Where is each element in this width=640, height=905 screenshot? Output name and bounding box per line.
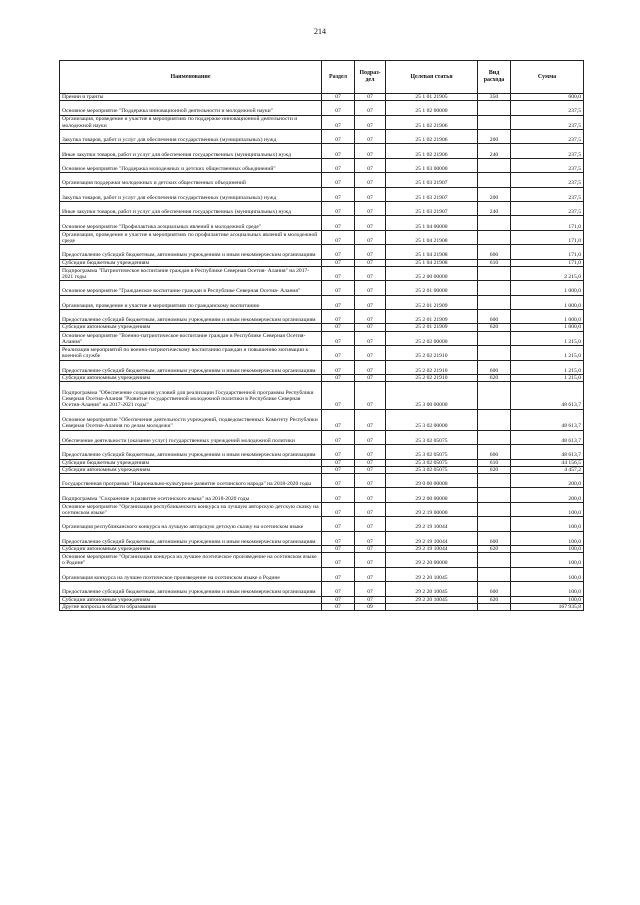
row-target-cell: 25 1 04 21908	[386, 230, 478, 244]
row-type-cell	[478, 216, 511, 230]
row-amount-cell: 167 935,8	[511, 603, 584, 610]
row-target-cell: 29 2 19 10044	[386, 517, 478, 531]
row-subsection-cell: 07	[355, 94, 386, 101]
row-amount-cell: 100,0	[511, 567, 584, 581]
row-type-cell	[478, 430, 511, 444]
row-subsection-cell: 07	[355, 567, 386, 581]
row-section-cell: 07	[322, 502, 355, 516]
row-name-cell: Основное мероприятие "Поддержка инновационной деятельности и молодежной науки"	[60, 101, 322, 115]
row-subsection-cell: 07	[355, 409, 386, 430]
row-subsection-cell: 07	[355, 144, 386, 158]
row-type-cell: 600	[478, 360, 511, 374]
row-type-cell	[478, 474, 511, 488]
row-name-cell: Основное мероприятие "Поддержка молодежных и детских общественных объединений"	[60, 158, 322, 172]
row-subsection-cell: 07	[355, 230, 386, 244]
header-subsection: Подраз- дел	[355, 61, 386, 94]
row-amount-cell: 1 215,0	[511, 374, 584, 381]
row-amount-cell: 100,0	[511, 596, 584, 603]
row-type-cell	[478, 382, 511, 410]
row-subsection-cell: 07	[355, 281, 386, 295]
row-section-cell: 07	[322, 382, 355, 410]
row-type-cell	[478, 281, 511, 295]
row-name-cell: Организация республиканского конкурса на лучшую авторскую детскую сказку на осетинском языке	[60, 517, 322, 531]
row-section-cell: 07	[322, 187, 355, 201]
row-name-cell: Закупка товаров, работ и услуг для обеспечения государственных (муниципальных) нужд	[60, 187, 322, 201]
row-subsection-cell: 07	[355, 324, 386, 331]
table-row	[60, 310, 584, 324]
table-row	[60, 130, 584, 144]
row-type-cell: 350	[478, 94, 511, 101]
row-name-cell: Подпрограмма "Сохранение и развитие осетинского языка" на 2018-2020 годы	[60, 488, 322, 502]
row-type-cell: 200	[478, 187, 511, 201]
row-name-cell: Предоставление субсидий бюджетным, автономным учреждениям и иным некоммерческим организациям	[60, 310, 322, 324]
row-target-cell: 29 2 20 10045	[386, 567, 478, 581]
row-name-cell: Организация, проведение и участие в мероприятиях по поддержке инновационной деятельности и молодежной науки	[60, 115, 322, 129]
table-row	[60, 360, 584, 374]
row-subsection-cell: 07	[355, 101, 386, 115]
row-amount-cell: 171,0	[511, 216, 584, 230]
row-section-cell: 07	[322, 295, 355, 309]
table-row	[60, 474, 584, 488]
table-row	[60, 466, 584, 473]
row-section-cell: 07	[322, 115, 355, 129]
row-target-cell: 25 1 03 21907	[386, 187, 478, 201]
row-section-cell: 07	[322, 459, 355, 466]
row-name-cell: Подпрограмма "Обеспечение создания условий для реализации Государственной программы Республики Северная Осетия-Алания "Развитие государственной молодежной политики в Республике Северная Осетия-Алания" на 2017-2021 годы"	[60, 382, 322, 410]
row-section-cell: 07	[322, 466, 355, 473]
row-name-cell: Субсидии автономным учреждениям	[60, 324, 322, 331]
table-row	[60, 374, 584, 381]
row-section-cell: 07	[322, 230, 355, 244]
row-section-cell: 07	[322, 94, 355, 101]
row-amount-cell: 171,0	[511, 259, 584, 266]
row-type-cell: 600	[478, 531, 511, 545]
row-target-cell: 25 2 01 21909	[386, 295, 478, 309]
row-type-cell	[478, 488, 511, 502]
row-subsection-cell: 07	[355, 382, 386, 410]
header-name: Наименование	[60, 61, 322, 94]
row-type-cell	[478, 295, 511, 309]
table-row	[60, 488, 584, 502]
row-target-cell: 29 2 19 00000	[386, 502, 478, 516]
row-target-cell: 25 3 02 05075	[386, 445, 478, 459]
row-target-cell	[386, 603, 478, 610]
table-row	[60, 324, 584, 331]
row-subsection-cell: 07	[355, 531, 386, 545]
row-subsection-cell: 07	[355, 259, 386, 266]
row-target-cell: 25 1 03 21907	[386, 173, 478, 187]
row-amount-cell: 237,5	[511, 101, 584, 115]
row-target-cell: 25 2 01 21909	[386, 324, 478, 331]
row-amount-cell: 2 215,0	[511, 266, 584, 280]
row-subsection-cell: 07	[355, 245, 386, 259]
row-name-cell: Предоставление субсидий бюджетным, автономным учреждениям и иным некоммерческим организациям	[60, 445, 322, 459]
row-type-cell: 610	[478, 459, 511, 466]
row-name-cell: Субсидии автономным учреждениям	[60, 546, 322, 553]
row-name-cell: Организация конкурса на лучшее поэтическое произведение на осетинском языке о Родине	[60, 567, 322, 581]
row-section-cell: 07	[322, 517, 355, 531]
row-type-cell: 620	[478, 324, 511, 331]
row-amount-cell: 1 215,0	[511, 346, 584, 360]
row-section-cell: 07	[322, 596, 355, 603]
row-subsection-cell: 07	[355, 295, 386, 309]
row-target-cell: 25 3 02 05075	[386, 466, 478, 473]
row-target-cell: 25 1 04 21908	[386, 245, 478, 259]
table-row	[60, 259, 584, 266]
row-amount-cell: 1 000,0	[511, 295, 584, 309]
row-target-cell: 25 3 02 05075	[386, 459, 478, 466]
row-amount-cell: 237,5	[511, 144, 584, 158]
row-type-cell: 240	[478, 202, 511, 216]
row-amount-cell: 1 215,0	[511, 360, 584, 374]
row-type-cell	[478, 101, 511, 115]
row-target-cell: 25 3 02 00000	[386, 409, 478, 430]
row-type-cell	[478, 173, 511, 187]
row-target-cell: 25 3 00 00000	[386, 382, 478, 410]
table-row	[60, 459, 584, 466]
row-section-cell: 07	[322, 474, 355, 488]
row-section-cell: 07	[322, 101, 355, 115]
row-type-cell	[478, 502, 511, 516]
row-name-cell: Обеспечение деятельности (оказание услуг) государственных учреждений молодежной политики	[60, 430, 322, 444]
row-type-cell	[478, 230, 511, 244]
row-amount-cell: 237,5	[511, 173, 584, 187]
row-target-cell: 25 1 04 21908	[386, 259, 478, 266]
row-amount-cell: 48 613,7	[511, 445, 584, 459]
row-target-cell: 25 2 02 00000	[386, 331, 478, 345]
row-type-cell: 620	[478, 466, 511, 473]
row-target-cell: 25 2 00 00000	[386, 266, 478, 280]
row-section-cell: 07	[322, 531, 355, 545]
row-name-cell: Основное мероприятие "Организация конкурса на лучшее поэтическое произведение на осетинском языке о Родине"	[60, 553, 322, 567]
row-target-cell: 25 1 03 21907	[386, 202, 478, 216]
table-row	[60, 266, 584, 280]
row-name-cell: Предоставление субсидий бюджетным, автономным учреждениям и иным некоммерческим организациям	[60, 531, 322, 545]
row-amount-cell: 100,0	[511, 517, 584, 531]
row-target-cell: 25 2 02 21910	[386, 346, 478, 360]
row-subsection-cell: 07	[355, 502, 386, 516]
table-row	[60, 382, 584, 410]
row-subsection-cell: 07	[355, 466, 386, 473]
row-section-cell: 07	[322, 374, 355, 381]
row-amount-cell: 48 613,7	[511, 430, 584, 444]
table-body	[60, 94, 584, 611]
row-target-cell: 25 1 04 00000	[386, 216, 478, 230]
row-section-cell: 07	[322, 158, 355, 172]
table-row	[60, 144, 584, 158]
page-number: 214	[314, 27, 326, 36]
row-subsection-cell: 07	[355, 216, 386, 230]
row-section-cell: 07	[322, 488, 355, 502]
row-subsection-cell: 07	[355, 517, 386, 531]
row-type-cell: 610	[478, 259, 511, 266]
row-amount-cell: 48 613,7	[511, 382, 584, 410]
row-amount-cell: 200,0	[511, 488, 584, 502]
row-target-cell: 29 2 19 10044	[386, 531, 478, 545]
row-type-cell: 600	[478, 445, 511, 459]
table-row	[60, 596, 584, 603]
row-subsection-cell: 09	[355, 603, 386, 610]
row-amount-cell: 100,0	[511, 582, 584, 596]
row-amount-cell: 44 156,5	[511, 459, 584, 466]
row-amount-cell: 237,5	[511, 187, 584, 201]
row-amount-cell: 237,5	[511, 158, 584, 172]
row-target-cell: 25 3 02 05075	[386, 430, 478, 444]
row-subsection-cell: 07	[355, 360, 386, 374]
row-name-cell: Организация, проведение и участие в мероприятиях по профилактике асоциальных явлений в молодежной среде	[60, 230, 322, 244]
row-type-cell	[478, 115, 511, 129]
row-target-cell: 29 2 20 10045	[386, 582, 478, 596]
row-amount-cell: 237,5	[511, 202, 584, 216]
row-name-cell: Государственная программа "Национально-культурное развитие осетинского народа" на 2018-2020 годы	[60, 474, 322, 488]
table-row	[60, 281, 584, 295]
row-type-cell: 620	[478, 546, 511, 553]
row-type-cell	[478, 517, 511, 531]
table-row	[60, 173, 584, 187]
row-subsection-cell: 07	[355, 346, 386, 360]
row-subsection-cell: 07	[355, 474, 386, 488]
row-name-cell: Основное мероприятие "Военно-патриотическое воспитание граждан в Республике Северная Осетия- Алания"	[60, 331, 322, 345]
row-subsection-cell: 07	[355, 130, 386, 144]
row-target-cell: 25 1 02 00000	[386, 101, 478, 115]
row-target-cell: 29 2 00 00000	[386, 488, 478, 502]
row-section-cell: 07	[322, 245, 355, 259]
row-subsection-cell: 07	[355, 596, 386, 603]
row-section-cell: 07	[322, 430, 355, 444]
row-name-cell: Субсидии автономным учреждениям	[60, 374, 322, 381]
row-type-cell	[478, 346, 511, 360]
row-subsection-cell: 07	[355, 266, 386, 280]
table-row	[60, 502, 584, 516]
row-section-cell: 07	[322, 546, 355, 553]
row-name-cell: Организация, проведение и участие в мероприятиях по гражданскому воспитанию	[60, 295, 322, 309]
row-subsection-cell: 07	[355, 430, 386, 444]
row-section-cell: 07	[322, 130, 355, 144]
row-amount-cell: 237,5	[511, 115, 584, 129]
row-amount-cell: 4 457,2	[511, 466, 584, 473]
row-type-cell	[478, 567, 511, 581]
row-type-cell: 600	[478, 582, 511, 596]
row-name-cell: Субсидии бюджетным учреждениям	[60, 459, 322, 466]
table-row	[60, 346, 584, 360]
row-section-cell: 07	[322, 346, 355, 360]
row-section-cell: 07	[322, 310, 355, 324]
row-amount-cell: 100,0	[511, 553, 584, 567]
row-section-cell: 07	[322, 582, 355, 596]
row-section-cell: 07	[322, 331, 355, 345]
row-name-cell: Основное мероприятие "Обеспечение деятельности учреждений, подведомственных Комитету Республики Северная Осетия-Алания по делам молодежи"	[60, 409, 322, 430]
row-target-cell: 25 1 03 00000	[386, 158, 478, 172]
row-name-cell: Предоставление субсидий бюджетным, автономным учреждениям и иным некоммерческим организациям	[60, 582, 322, 596]
header-target-article: Целевая статья	[386, 61, 478, 94]
row-subsection-cell: 07	[355, 187, 386, 201]
row-name-cell: Организация поддержки молодежных и детских общественных объединений	[60, 173, 322, 187]
row-section-cell: 07	[322, 266, 355, 280]
table-row	[60, 567, 584, 581]
row-subsection-cell: 07	[355, 374, 386, 381]
row-target-cell: 25 1 02 21906	[386, 130, 478, 144]
row-target-cell: 25 2 01 21909	[386, 310, 478, 324]
table-row	[60, 582, 584, 596]
row-target-cell: 29 0 00 00000	[386, 474, 478, 488]
table-row	[60, 517, 584, 531]
table-row	[60, 158, 584, 172]
row-amount-cell: 200,0	[511, 474, 584, 488]
table-row	[60, 187, 584, 201]
table-row	[60, 445, 584, 459]
table-row	[60, 331, 584, 345]
row-target-cell: 25 2 02 21910	[386, 360, 478, 374]
row-amount-cell: 171,0	[511, 230, 584, 244]
budget-table	[59, 60, 584, 611]
table-row	[60, 101, 584, 115]
row-name-cell: Субсидии автономным учреждениям	[60, 596, 322, 603]
row-amount-cell: 1 000,0	[511, 310, 584, 324]
table-row	[60, 546, 584, 553]
row-section-cell: 07	[322, 281, 355, 295]
row-amount-cell: 1 000,0	[511, 324, 584, 331]
table-header-row	[60, 61, 584, 94]
row-type-cell: 200	[478, 130, 511, 144]
table-row	[60, 553, 584, 567]
row-amount-cell: 237,5	[511, 130, 584, 144]
row-type-cell	[478, 553, 511, 567]
row-subsection-cell: 07	[355, 158, 386, 172]
row-section-cell: 07	[322, 173, 355, 187]
row-section-cell: 07	[322, 567, 355, 581]
row-type-cell: 240	[478, 144, 511, 158]
row-type-cell	[478, 409, 511, 430]
row-name-cell: Иные закупки товаров, работ и услуг для обеспечения государственных (муниципальных) нужд	[60, 144, 322, 158]
row-subsection-cell: 07	[355, 445, 386, 459]
row-target-cell: 25 2 02 21910	[386, 374, 478, 381]
row-subsection-cell: 07	[355, 331, 386, 345]
row-name-cell: Подпрограмма "Патриотическое воспитание граждан в Республике Северная Осетия- Алания" на 2017-2021 годы	[60, 266, 322, 280]
row-type-cell	[478, 266, 511, 280]
row-target-cell: 25 1 02 21906	[386, 115, 478, 129]
table-row	[60, 230, 584, 244]
row-section-cell: 07	[322, 553, 355, 567]
row-subsection-cell: 07	[355, 546, 386, 553]
row-amount-cell: 1 215,0	[511, 331, 584, 345]
row-section-cell: 07	[322, 409, 355, 430]
row-section-cell: 07	[322, 202, 355, 216]
row-name-cell: Премии и гранты	[60, 94, 322, 101]
table-row	[60, 603, 584, 610]
row-section-cell: 07	[322, 603, 355, 610]
row-amount-cell: 100,0	[511, 546, 584, 553]
header-expense-type: Вид расхода	[478, 61, 511, 94]
row-type-cell	[478, 603, 511, 610]
row-type-cell: 600	[478, 245, 511, 259]
row-amount-cell: 100,0	[511, 502, 584, 516]
row-name-cell: Субсидии автономным учреждениям	[60, 466, 322, 473]
table-row	[60, 245, 584, 259]
header-amount: Сумма	[511, 61, 584, 94]
row-amount-cell: 48 613,7	[511, 409, 584, 430]
row-type-cell: 620	[478, 596, 511, 603]
row-type-cell: 620	[478, 374, 511, 381]
table-row	[60, 531, 584, 545]
row-subsection-cell: 07	[355, 310, 386, 324]
row-amount-cell: 100,0	[511, 531, 584, 545]
row-section-cell: 07	[322, 216, 355, 230]
table-row	[60, 94, 584, 101]
header-section: Раздел	[322, 61, 355, 94]
row-target-cell: 25 1 02 21906	[386, 144, 478, 158]
row-name-cell: Закупка товаров, работ и услуг для обеспечения государственных (муниципальных) нужд	[60, 130, 322, 144]
row-section-cell: 07	[322, 445, 355, 459]
row-name-cell: Другие вопросы в области образования	[60, 603, 322, 610]
row-section-cell: 07	[322, 324, 355, 331]
row-type-cell: 600	[478, 310, 511, 324]
row-type-cell	[478, 158, 511, 172]
row-name-cell: Предоставление субсидий бюджетным, автономным учреждениям и иным некоммерческим организациям	[60, 245, 322, 259]
table-row	[60, 295, 584, 309]
row-section-cell: 07	[322, 360, 355, 374]
row-subsection-cell: 07	[355, 202, 386, 216]
row-amount-cell: 600,0	[511, 94, 584, 101]
row-target-cell: 25 2 01 00000	[386, 281, 478, 295]
row-subsection-cell: 07	[355, 173, 386, 187]
table-row	[60, 430, 584, 444]
row-target-cell: 29 2 20 10045	[386, 596, 478, 603]
table-row	[60, 216, 584, 230]
row-target-cell: 29 2 20 00000	[386, 553, 478, 567]
row-subsection-cell: 07	[355, 488, 386, 502]
row-subsection-cell: 07	[355, 115, 386, 129]
row-amount-cell: 171,0	[511, 245, 584, 259]
row-subsection-cell: 07	[355, 553, 386, 567]
row-name-cell: Основное мероприятие "Гражданское воспитание граждан в Республике Северная Осетия- Алания"	[60, 281, 322, 295]
table-row	[60, 115, 584, 129]
row-subsection-cell: 07	[355, 582, 386, 596]
row-name-cell: Основное мероприятие "Профилактика асоциальных явлений в молодежной среде"	[60, 216, 322, 230]
row-name-cell: Иные закупки товаров, работ и услуг для обеспечения государственных (муниципальных) нужд	[60, 202, 322, 216]
row-amount-cell: 1 000,0	[511, 281, 584, 295]
row-name-cell: Реализация мероприятий по военно-патриотическому воспитанию граждан и повышению мотивации к военной службе	[60, 346, 322, 360]
row-target-cell: 29 2 19 10044	[386, 546, 478, 553]
row-type-cell	[478, 331, 511, 345]
row-name-cell: Основное мероприятие "Организация республиканского конкурса на лучшую авторскую детскую сказку на осетинском языке"	[60, 502, 322, 516]
row-subsection-cell: 07	[355, 459, 386, 466]
row-section-cell: 07	[322, 144, 355, 158]
row-section-cell: 07	[322, 259, 355, 266]
row-name-cell: Предоставление субсидий бюджетным, автономным учреждениям и иным некоммерческим организациям	[60, 360, 322, 374]
table-row	[60, 409, 584, 430]
table-row	[60, 202, 584, 216]
row-name-cell: Субсидии бюджетным учреждениям	[60, 259, 322, 266]
row-target-cell: 25 1 01 21905	[386, 94, 478, 101]
